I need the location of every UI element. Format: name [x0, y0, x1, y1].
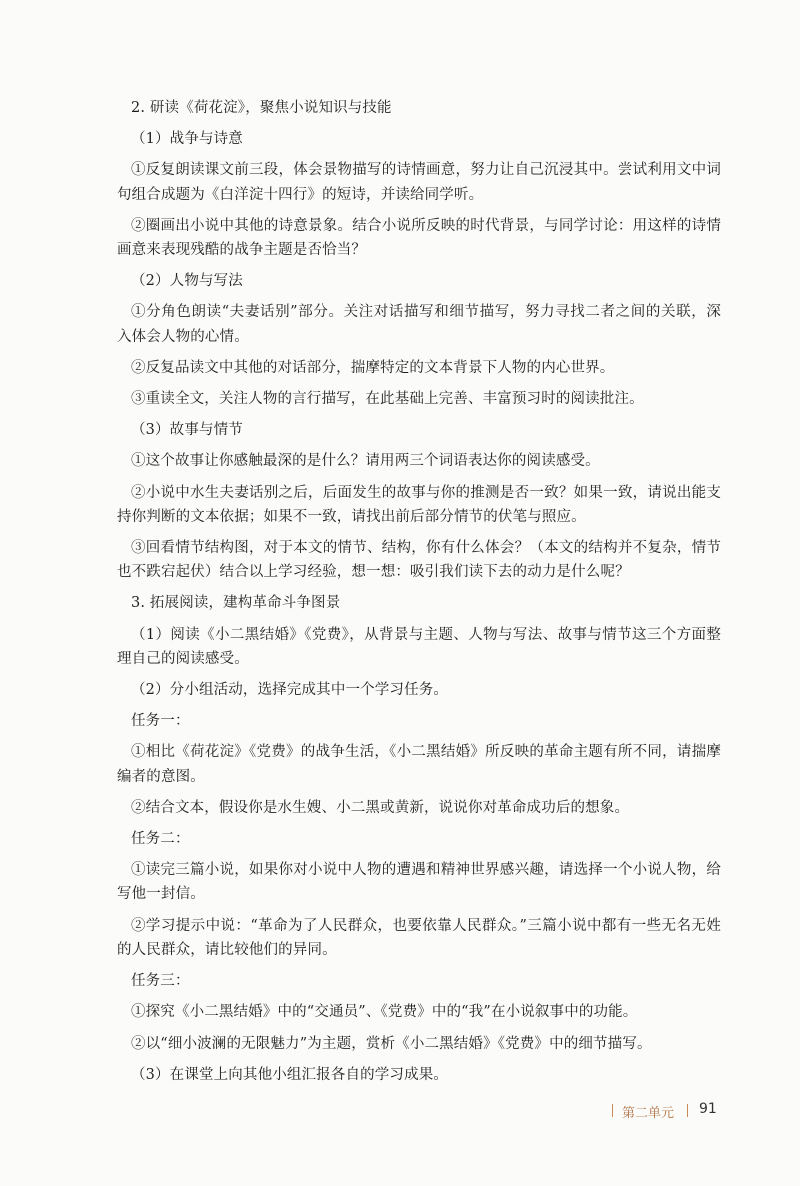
paragraph: ①分角色朗读“夫妻话别”部分。关注对话描写和细节描写，努力寻找二者之间的关联，深 入体会人物的心情。 — [117, 304, 721, 345]
task-title: 任务一： — [131, 713, 190, 730]
paragraph: ②圈画出小说中其他的诗意景象。结合小说所反映的时代背景，与同学讨论：用这样的诗情 画意来表现残酷的战争主题是否恰当？ — [117, 217, 721, 259]
paragraph: ①反复朗读课文前三段，体会景物描写的诗情画意，努力让自己沉浸其中。尝试利用文中词 句组合成题为《白洋淀十四行》的短诗，并读给同学听。 — [117, 162, 721, 203]
page-content — [117, 96, 721, 1094]
task-title: 任务二： — [131, 831, 190, 848]
section-heading: 3. 拓展阅读，建构革命斗争图景 — [131, 595, 341, 612]
footer-divider — [612, 1104, 613, 1117]
paragraph: ①读完三篇小说，如果你对小说中人物的遭遇和精神世界感兴趣，请选择一个小说人物，给 写他一封信。 — [117, 862, 721, 903]
subsection-title: （1）战争与诗意 — [131, 131, 243, 148]
footer-divider — [687, 1104, 688, 1117]
paragraph: （1）阅读《小二黑结婚》《党费》，从背景与主题、人物与写法、故事与情节这三个方面整 理自己的阅读感受。 — [117, 626, 721, 667]
paragraph: ②学习提示中说：“革命为了人民群众，也要依靠人民群众。”三篇小说中都有一些无名无姓 的人民群众，请比较他们的异同。 — [117, 917, 721, 958]
unit-label: 第二单元 — [622, 1106, 675, 1121]
paragraph: ③回看情节结构图，对于本文的情节、结构，你有什么体会？（本文的结构并不复杂，情节 也不跌宕起伏）结合以上学习经验，想一想：吸引我们读下去的动力是什么呢？ — [117, 540, 721, 581]
paragraph: ②以“细小波澜的无限魅力”为主题，赏析《小二黑结婚》《党费》中的细节描写。 — [131, 1035, 652, 1052]
paragraph: ①这个故事让你感触最深的是什么？请用两三个词语表达你的阅读感受。 — [131, 453, 600, 470]
paragraph: ③重读全文，关注人物的言行描写，在此基础上完善、丰富预习时的阅读批注。 — [131, 391, 644, 408]
page-footer — [0, 1100, 800, 1124]
subsection-title: （3）故事与情节 — [131, 422, 243, 439]
paragraph: ②结合文本，假设你是水生嫂、小二黑或黄新，说说你对革命成功后的想象。 — [131, 799, 630, 816]
paragraph: ①探究《小二黑结婚》中的“交通员”、《党费》中的“我”在小说叙事中的功能。 — [131, 1004, 638, 1021]
task-title: 任务三： — [131, 973, 190, 990]
subsection-title: （2）人物与写法 — [131, 273, 243, 290]
paragraph: （2）分小组活动，选择完成其中一个学习任务。 — [131, 682, 449, 699]
paragraph: ②反复品读文中其他的对话部分，揣摩特定的文本背景下人物的内心世界。 — [131, 359, 615, 376]
section-heading: 2. 研读《荷花淀》，聚焦小说知识与技能 — [131, 100, 392, 116]
paragraph: ②小说中水生夫妻话别之后，后面发生的故事与你的推测是否一致？如果一致，请说出能支 持你判断的文本依据；如果不一致，请找出前后部分情节的伏笔与照应。 — [117, 484, 721, 525]
paragraph: （3）在课堂上向其他小组汇报各自的学习成果。 — [131, 1066, 449, 1083]
paragraph: ①相比《荷花淀》《党费》的战争生活，《小二黑结婚》所反映的革命主题有所不同，请揣摩 编者的意图。 — [117, 744, 721, 785]
page-number: 91 — [699, 1101, 717, 1117]
